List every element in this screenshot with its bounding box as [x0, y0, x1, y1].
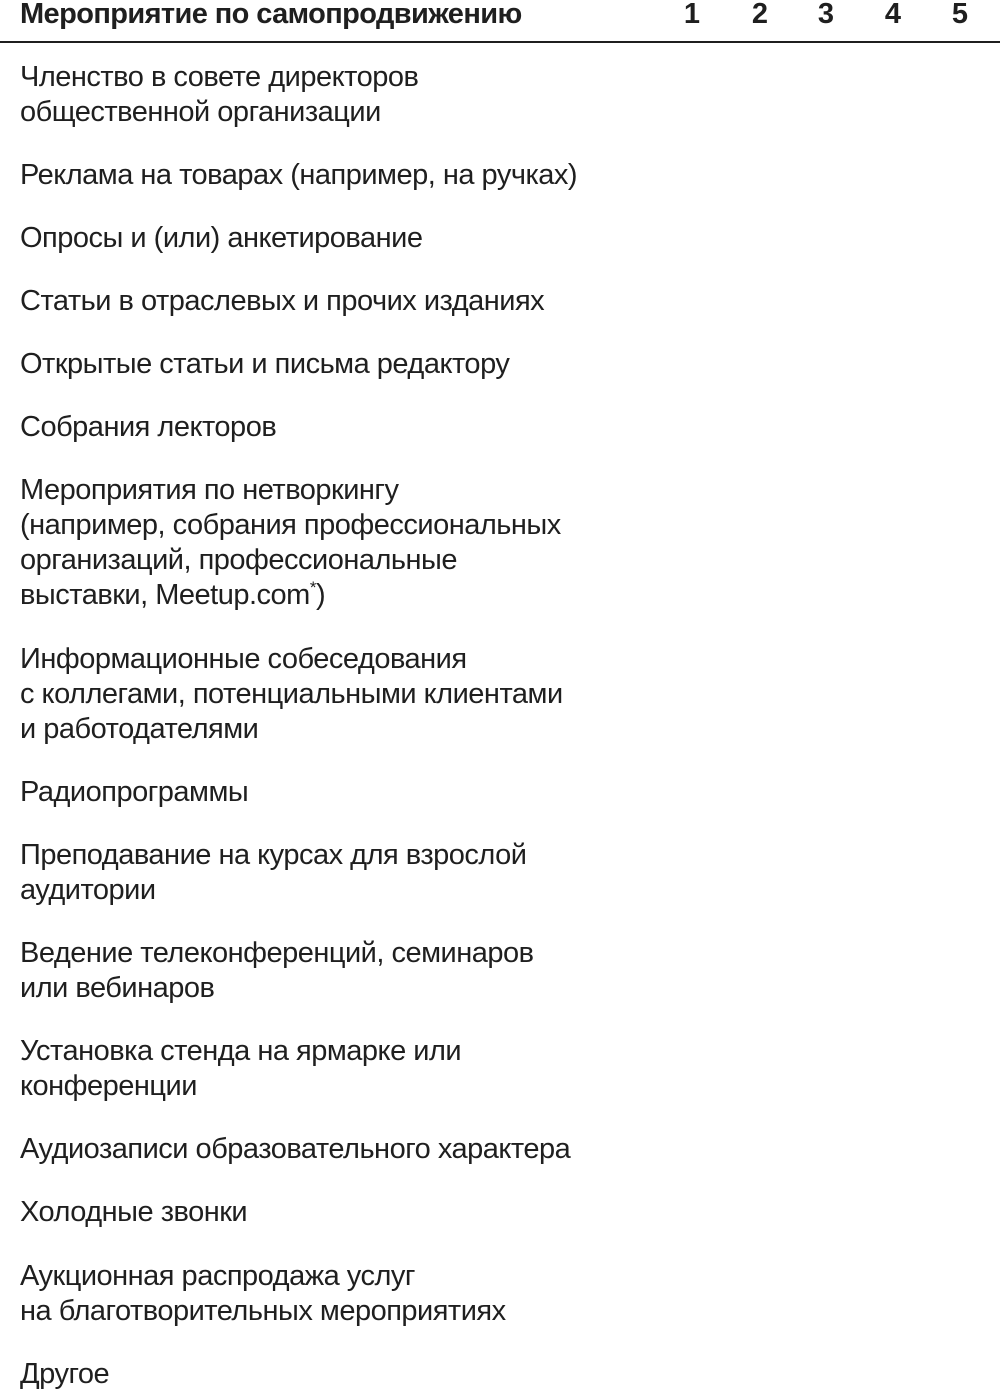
- activity-radio-programs: Радиопрограммы: [20, 776, 249, 808]
- activity-lecture-meetings: Собрания лекторов: [20, 411, 277, 443]
- score-column-4: 4: [884, 0, 902, 30]
- activity-surveys: Опросы и (или) анкетирование: [20, 222, 423, 254]
- activity-fair-booth: Установка стенда на ярмарке или конференции: [20, 1035, 462, 1102]
- activity-charity-auction: Аукционная распродажа услуг на благотворительных мероприятиях: [20, 1260, 506, 1327]
- activity-webinars: Ведение телеконференций, семинаров или вебинаров: [20, 937, 534, 1004]
- score-column-5: 5: [951, 0, 969, 30]
- activity-other: Другое: [20, 1358, 110, 1390]
- activity-networking-events: [20, 473, 720, 613]
- score-column-1: 1: [683, 0, 701, 30]
- score-column-3: 3: [817, 0, 835, 30]
- activity-branded-merchandise: Реклама на товарах (например, на ручках): [20, 159, 578, 191]
- footnote-mark: *: [309, 578, 316, 597]
- activity-industry-articles: Статьи в отраслевых и прочих изданиях: [20, 285, 545, 317]
- activity-informational-interviews: Информационные собеседования с коллегами, потенциальными клиентами и работодателями: [20, 643, 563, 745]
- header-title: Мероприятие по самопродвижению: [20, 0, 522, 30]
- activity-open-letters: Открытые статьи и письма редактору: [20, 348, 510, 380]
- networking-text: Мероприятия по нетворкингу (например, собрания профессиональных организаций, профессиональные выставки, Meetup.com: [20, 474, 561, 611]
- activity-educational-audio: Аудиозаписи образовательного характера: [20, 1133, 571, 1165]
- activity-adult-teaching: Преподавание на курсах для взрослой аудитории: [20, 839, 527, 906]
- activity-cold-calls: Холодные звонки: [20, 1196, 248, 1228]
- activity-board-membership: Членство в совете директоров общественной организации: [20, 61, 419, 128]
- closing-paren: ): [315, 579, 326, 611]
- header-divider: [0, 41, 1000, 43]
- table-header: [0, 0, 1000, 40]
- score-column-2: 2: [751, 0, 769, 30]
